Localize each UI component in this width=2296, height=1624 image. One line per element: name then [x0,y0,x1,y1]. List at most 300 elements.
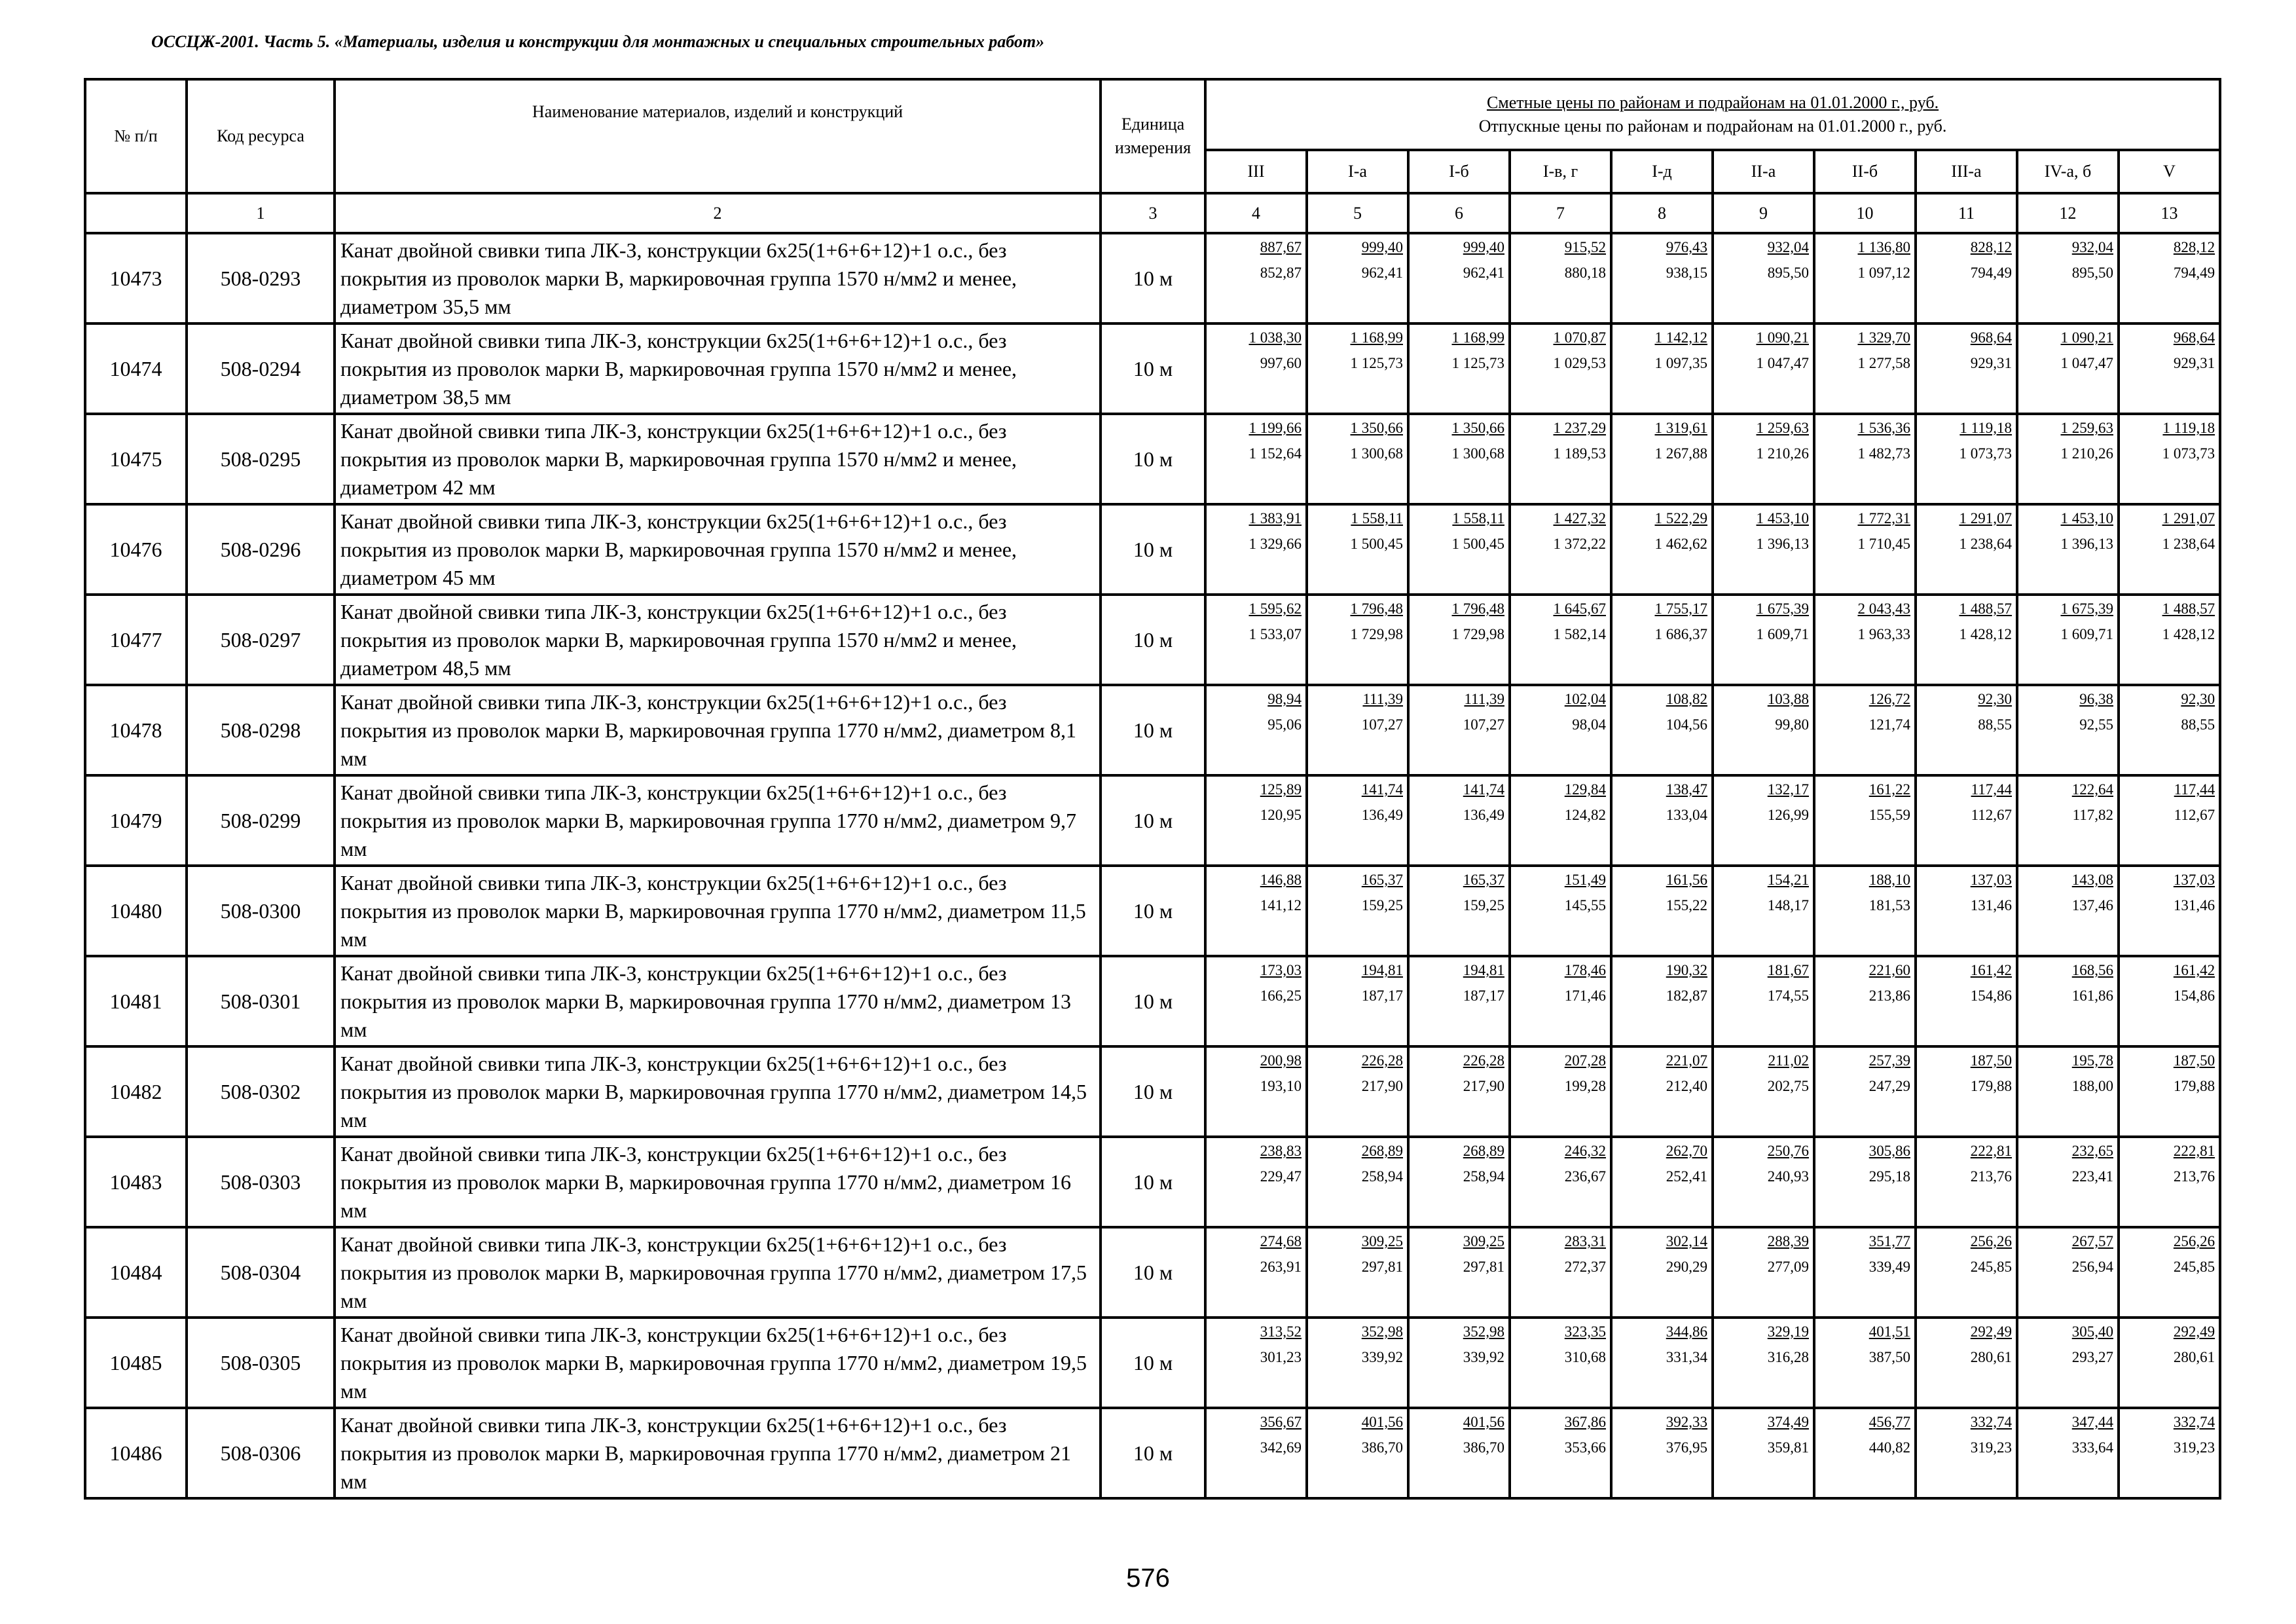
column-number: 6 [1408,193,1510,233]
price-cell [1205,595,1307,685]
release-price: 161,86 [2071,987,2113,1004]
release-price: 182,87 [1666,987,1707,1004]
release-price: 95,06 [1267,716,1302,733]
price-cell [2119,233,2220,323]
price-cell [1408,1408,1510,1498]
price-cell [2119,1227,2220,1318]
release-price: 159,25 [1361,897,1403,913]
price-cell [1408,775,1510,866]
estimate-price: 111,39 [1362,691,1403,707]
release-price: 217,90 [1361,1078,1403,1094]
estimate-price: 288,39 [1767,1233,1809,1249]
estimate-price: 146,88 [1260,872,1302,888]
release-price: 124,82 [1564,807,1606,823]
release-price: 126,99 [1767,807,1809,823]
column-number: 10 [1814,193,1916,233]
release-price: 1 729,98 [1350,626,1403,642]
estimate-price: 154,21 [1767,872,1809,888]
material-name: Канат двойной свивки типа ЛК-З, конструкции 6х25(1+6+6+12)+1 о.с., без покрытия из проволок марки В, маркировочная группа 1770 н/мм2, диаметром 14,5 мм [335,1046,1101,1137]
row-number: 10477 [85,595,187,685]
price-cell [1408,1227,1510,1318]
price-cell [1916,956,2017,1046]
price-cell [1713,504,1814,595]
material-name: Канат двойной свивки типа ЛК-З, конструкции 6х25(1+6+6+12)+1 о.с., без покрытия из проволок марки В, маркировочная группа 1570 н/мм2 и менее, диаметром 38,5 мм [335,323,1101,414]
material-name: Канат двойной свивки типа ЛК-З, конструкции 6х25(1+6+6+12)+1 о.с., без покрытия из проволок марки В, маркировочная группа 1770 н/мм2, диаметром 21 мм [335,1408,1101,1498]
estimate-price: 161,42 [1970,962,2012,978]
estimate-price: 178,46 [1564,962,1606,978]
estimate-price: 1 796,48 [1451,600,1504,617]
estimate-price: 161,56 [1666,872,1707,888]
price-cell [1510,1227,1611,1318]
estimate-price: 1 675,39 [2060,600,2113,617]
price-cell [2119,323,2220,414]
price-cell [1205,1318,1307,1408]
district-header: I-д [1611,150,1713,193]
release-price: 245,85 [1970,1259,2012,1275]
release-price: 187,17 [1361,987,1403,1004]
release-price: 1 686,37 [1654,626,1707,642]
price-cell [1611,1046,1713,1137]
column-number: 7 [1510,193,1611,233]
estimate-price: 1 383,91 [1248,510,1302,526]
estimate-price: 194,81 [1361,962,1403,978]
release-price: 256,94 [2071,1259,2113,1275]
estimate-price: 1 142,12 [1654,329,1707,346]
price-cell [1814,595,1916,685]
estimate-price: 122,64 [2071,781,2113,798]
estimate-price: 211,02 [1768,1052,1809,1069]
release-price: 1 097,35 [1654,355,1707,371]
estimate-price: 932,04 [1767,239,1809,255]
release-price: 141,12 [1260,897,1302,913]
price-cell [1611,956,1713,1046]
price-cell [1916,775,2017,866]
release-price: 148,17 [1767,897,1809,913]
release-price: 1 300,68 [1451,445,1504,462]
release-price: 1 533,07 [1248,626,1302,642]
price-cell [1510,956,1611,1046]
row-number: 10478 [85,685,187,775]
price-cell [1611,866,1713,956]
estimate-price: 267,57 [2071,1233,2113,1249]
column-number: 2 [335,193,1101,233]
estimate-price: 1 237,29 [1553,420,1606,436]
price-cell [1205,1137,1307,1227]
resource-code: 508-0305 [187,1318,335,1408]
release-price: 301,23 [1260,1349,1302,1365]
estimate-price: 292,49 [1970,1323,2012,1340]
price-cell [1307,685,1408,775]
estimate-price: 1 453,10 [1756,510,1809,526]
row-number: 10482 [85,1046,187,1137]
estimate-price: 367,86 [1564,1414,1606,1430]
price-cell [1408,866,1510,956]
release-price: 154,86 [2173,987,2215,1004]
release-price: 880,18 [1564,265,1606,281]
estimate-price: 401,56 [1361,1414,1403,1430]
release-price: 895,50 [1767,265,1809,281]
estimate-price: 292,49 [2173,1323,2215,1340]
release-price: 1 238,64 [1959,536,2012,552]
price-cell [1611,233,1713,323]
release-price: 217,90 [1463,1078,1504,1094]
release-price: 938,15 [1666,265,1707,281]
estimate-price: 98,94 [1267,691,1302,707]
price-cell [1814,1408,1916,1498]
release-price: 339,49 [1868,1259,1910,1275]
price-cell [1205,414,1307,504]
estimate-price: 221,60 [1868,962,1910,978]
estimate-price: 181,67 [1767,962,1809,978]
release-price: 997,60 [1260,355,1302,371]
price-cell [1510,1408,1611,1498]
column-number: 11 [1916,193,2017,233]
estimate-price: 232,65 [2071,1143,2113,1159]
price-cell [2017,866,2119,956]
estimate-price: 999,40 [1463,239,1504,255]
release-price: 247,29 [1868,1078,1910,1094]
release-price: 187,17 [1463,987,1504,1004]
price-cell [1205,775,1307,866]
row-number: 10480 [85,866,187,956]
release-price: 1 238,64 [2162,536,2215,552]
estimate-price: 305,86 [1868,1143,1910,1159]
price-cell [1713,1137,1814,1227]
release-price: 188,00 [2071,1078,2113,1094]
resource-code: 508-0306 [187,1408,335,1498]
estimate-price: 137,03 [2173,872,2215,888]
price-cell [1916,1318,2017,1408]
release-price: 297,81 [1463,1259,1504,1275]
release-price: 263,91 [1260,1259,1302,1275]
column-number: 4 [1205,193,1307,233]
release-price: 98,04 [1572,716,1606,733]
price-cell [1713,775,1814,866]
estimate-price: 456,77 [1868,1414,1910,1430]
price-cell [2017,1408,2119,1498]
price-cell [1814,685,1916,775]
release-price: 1 729,98 [1451,626,1504,642]
release-price: 112,67 [1971,807,2012,823]
release-price: 794,49 [2173,265,2215,281]
estimate-price: 138,47 [1666,781,1707,798]
release-price: 929,31 [1970,355,2012,371]
price-cell [1814,866,1916,956]
price-cell [1814,1318,1916,1408]
header-prices-release: Отпускные цены по районам и подрайонам на 01.01.2000 г., руб. [1478,117,1947,136]
release-price: 223,41 [2071,1168,2113,1185]
price-cell [1814,323,1916,414]
estimate-price: 332,74 [1970,1414,2012,1430]
table-row [85,1408,2220,1498]
release-price: 1 210,26 [2060,445,2113,462]
price-cell [1307,323,1408,414]
release-price: 342,69 [1260,1439,1302,1456]
estimate-price: 92,30 [2181,691,2215,707]
price-cell [1510,414,1611,504]
price-cell [1510,233,1611,323]
price-cell [1408,1318,1510,1408]
price-cell [1916,1137,2017,1227]
price-cell [2119,414,2220,504]
table-row [85,956,2220,1046]
estimate-price: 238,83 [1260,1143,1302,1159]
release-price: 258,94 [1463,1168,1504,1185]
header-np: № п/п [85,79,187,193]
material-name: Канат двойной свивки типа ЛК-З, конструкции 6х25(1+6+6+12)+1 о.с., без покрытия из проволок марки В, маркировочная группа 1770 н/мм2, диаметром 9,7 мм [335,775,1101,866]
price-cell [1713,323,1814,414]
release-price: 1 152,64 [1248,445,1302,462]
resource-code: 508-0298 [187,685,335,775]
estimate-price: 250,76 [1767,1143,1809,1159]
price-cell [1307,414,1408,504]
estimate-price: 1 350,66 [1451,420,1504,436]
release-price: 181,53 [1868,897,1910,913]
estimate-price: 173,03 [1260,962,1302,978]
release-price: 293,27 [2071,1349,2113,1365]
release-price: 1 329,66 [1248,536,1302,552]
price-cell [2119,504,2220,595]
price-cell [1814,1137,1916,1227]
estimate-price: 256,26 [1970,1233,2012,1249]
price-cell [1611,504,1713,595]
price-cell [1307,956,1408,1046]
column-number: 3 [1101,193,1205,233]
price-cell [1408,1137,1510,1227]
release-price: 212,40 [1666,1078,1707,1094]
estimate-price: 187,50 [1970,1052,2012,1069]
release-price: 133,04 [1666,807,1707,823]
estimate-price: 401,51 [1868,1323,1910,1340]
unit-of-measure: 10 м [1101,956,1205,1046]
estimate-price: 1 259,63 [1756,420,1809,436]
release-price: 1 582,14 [1553,626,1606,642]
price-cell [1713,685,1814,775]
estimate-price: 194,81 [1463,962,1504,978]
estimate-price: 190,32 [1666,962,1707,978]
price-cell [1205,233,1307,323]
release-price: 107,27 [1463,716,1504,733]
price-cell [1611,775,1713,866]
column-number: 9 [1713,193,1814,233]
price-cell [1510,323,1611,414]
estimate-price: 168,56 [2071,962,2113,978]
price-cell [1307,233,1408,323]
release-price: 1 277,58 [1857,355,1910,371]
price-cell [1611,595,1713,685]
price-cell [2119,1046,2220,1137]
release-price: 277,09 [1767,1259,1809,1275]
unit-of-measure: 10 м [1101,504,1205,595]
resource-code: 508-0296 [187,504,335,595]
estimate-price: 309,25 [1463,1233,1504,1249]
release-price: 245,85 [2173,1259,2215,1275]
price-cell [1510,685,1611,775]
price-cell [1916,323,2017,414]
release-price: 120,95 [1260,807,1302,823]
price-cell [1510,866,1611,956]
price-cell [2017,1318,2119,1408]
price-cell [2017,595,2119,685]
row-number: 10479 [85,775,187,866]
estimate-price: 165,37 [1361,872,1403,888]
price-cell [2119,595,2220,685]
price-cell [2017,1046,2119,1137]
price-cell [1713,1046,1814,1137]
price-cell [1916,414,2017,504]
table-row [85,1137,2220,1227]
price-cell [2017,775,2119,866]
estimate-price: 1 536,36 [1857,420,1910,436]
estimate-price: 246,32 [1564,1143,1606,1159]
table-row [85,1227,2220,1318]
release-price: 1 210,26 [1756,445,1809,462]
price-cell [1814,414,1916,504]
estimate-price: 329,19 [1767,1323,1809,1340]
column-number-empty [85,193,187,233]
release-price: 1 267,88 [1654,445,1707,462]
release-price: 376,95 [1666,1439,1707,1456]
release-price: 331,34 [1666,1349,1707,1365]
header-unit: Единица измерения [1101,79,1205,193]
unit-of-measure: 10 м [1101,233,1205,323]
price-cell [1916,233,2017,323]
release-price: 297,81 [1361,1259,1403,1275]
estimate-price: 332,74 [2173,1414,2215,1430]
price-cell [1713,866,1814,956]
release-price: 1 500,45 [1451,536,1504,552]
price-cell [2017,414,2119,504]
estimate-price: 221,07 [1666,1052,1707,1069]
page-number: 576 [1126,1564,1170,1593]
estimate-price: 103,88 [1767,691,1809,707]
material-name: Канат двойной свивки типа ЛК-З, конструкции 6х25(1+6+6+12)+1 о.с., без покрытия из проволок марки В, маркировочная группа 1570 н/мм2 и менее, диаметром 48,5 мм [335,595,1101,685]
column-number: 13 [2119,193,2220,233]
price-cell [1408,1046,1510,1137]
estimate-price: 1 291,07 [2162,510,2215,526]
release-price: 1 029,53 [1553,355,1606,371]
estimate-price: 1 558,11 [1351,510,1403,526]
release-price: 280,61 [2173,1349,2215,1365]
estimate-price: 352,98 [1463,1323,1504,1340]
price-cell [1510,775,1611,866]
release-price: 1 500,45 [1350,536,1403,552]
release-price: 1 609,71 [1756,626,1809,642]
price-cell [1713,1408,1814,1498]
estimate-price: 262,70 [1666,1143,1707,1159]
release-price: 794,49 [1970,265,2012,281]
estimate-price: 92,30 [1978,691,2012,707]
estimate-price: 256,26 [2173,1233,2215,1249]
price-cell [1205,866,1307,956]
release-price: 1 372,22 [1553,536,1606,552]
row-number: 10475 [85,414,187,504]
resource-code: 508-0293 [187,233,335,323]
price-cell [1814,775,1916,866]
estimate-price: 828,12 [2173,239,2215,255]
header-name: Наименование материалов, изделий и конструкций [335,79,1101,193]
material-name: Канат двойной свивки типа ЛК-З, конструкции 6х25(1+6+6+12)+1 о.с., без покрытия из проволок марки В, маркировочная группа 1770 н/мм2, диаметром 11,5 мм [335,866,1101,956]
release-price: 1 047,47 [1756,355,1809,371]
price-cell [2119,866,2220,956]
price-cell [2119,956,2220,1046]
estimate-price: 401,56 [1463,1414,1504,1430]
release-price: 258,94 [1361,1168,1403,1185]
price-cell [1814,1046,1916,1137]
estimate-price: 887,67 [1260,239,1302,255]
release-price: 99,80 [1775,716,1809,733]
price-cell [1408,956,1510,1046]
release-price: 174,55 [1767,987,1809,1004]
price-cell [1611,1318,1713,1408]
price-cell [1611,685,1713,775]
release-price: 131,46 [2173,897,2215,913]
material-name: Канат двойной свивки типа ЛК-З, конструкции 6х25(1+6+6+12)+1 о.с., без покрытия из проволок марки В, маркировочная группа 1770 н/мм2, диаметром 13 мм [335,956,1101,1046]
estimate-price: 1 595,62 [1248,600,1302,617]
table-row [85,504,2220,595]
release-price: 1 047,47 [2060,355,2113,371]
row-number: 10481 [85,956,187,1046]
estimate-price: 1 199,66 [1248,420,1302,436]
release-price: 92,55 [2079,716,2113,733]
column-number: 5 [1307,193,1408,233]
header-prices [1205,79,2220,150]
release-price: 131,46 [1970,897,2012,913]
release-price: 154,86 [1970,987,2012,1004]
district-header: IV-а, б [2017,150,2119,193]
release-price: 1 125,73 [1451,355,1504,371]
price-cell [1408,323,1510,414]
price-cell [1916,504,2017,595]
release-price: 193,10 [1260,1078,1302,1094]
estimate-price: 161,42 [2173,962,2215,978]
release-price: 316,28 [1767,1349,1809,1365]
estimate-price: 274,68 [1260,1233,1302,1249]
estimate-price: 968,64 [2173,329,2215,346]
price-cell [1205,1408,1307,1498]
estimate-price: 915,52 [1564,239,1606,255]
release-price: 107,27 [1361,716,1403,733]
price-cell [1205,323,1307,414]
release-price: 929,31 [2173,355,2215,371]
unit-of-measure: 10 м [1101,1318,1205,1408]
estimate-price: 313,52 [1260,1323,1302,1340]
price-cell [2119,775,2220,866]
column-number: 8 [1611,193,1713,233]
release-price: 136,49 [1361,807,1403,823]
release-price: 213,86 [1868,987,1910,1004]
release-price: 213,76 [1970,1168,2012,1185]
resource-code: 508-0302 [187,1046,335,1137]
estimate-price: 374,49 [1767,1414,1809,1430]
estimate-price: 132,17 [1767,781,1809,798]
release-price: 386,70 [1361,1439,1403,1456]
estimate-price: 1 675,39 [1756,600,1809,617]
release-price: 895,50 [2071,265,2113,281]
price-cell [1713,1318,1814,1408]
table-row [85,323,2220,414]
price-cell [1611,1408,1713,1498]
estimate-price: 1 168,99 [1350,329,1403,346]
row-number: 10486 [85,1408,187,1498]
price-cell [1205,956,1307,1046]
estimate-price: 323,35 [1564,1323,1606,1340]
estimate-price: 226,28 [1361,1052,1403,1069]
release-price: 353,66 [1564,1439,1606,1456]
estimate-price: 1 136,80 [1857,239,1910,255]
price-cell [1814,1227,1916,1318]
price-cell [1408,414,1510,504]
